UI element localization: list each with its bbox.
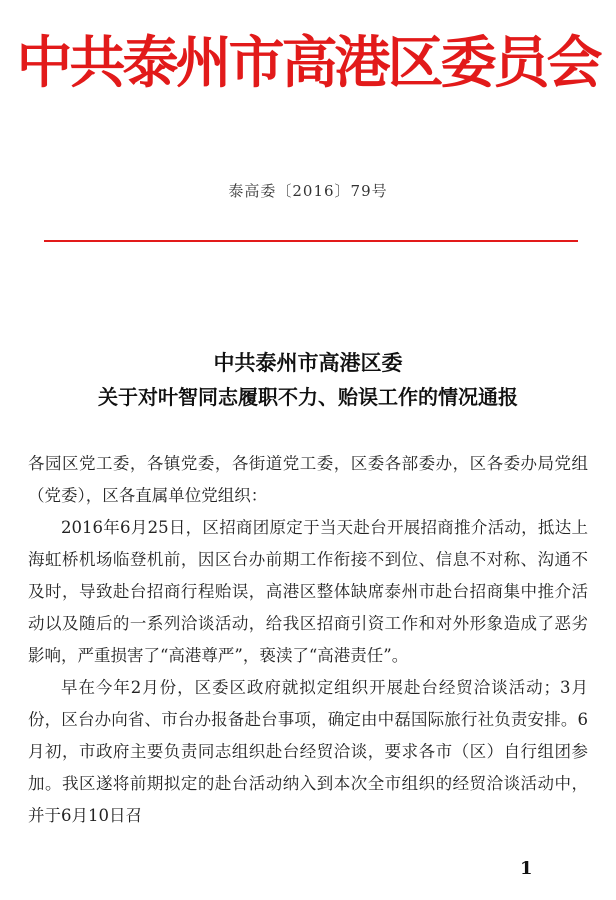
document-header-organization: 中共泰州市高港区委员会	[16, 30, 600, 96]
document-number: 泰高委〔2016〕79号	[228, 182, 388, 200]
header-divider	[44, 240, 578, 242]
document-title-line-2: 关于对叶智同志履职不力、贻误工作的情况通报	[98, 385, 518, 409]
document-body	[28, 448, 588, 832]
document-title-line-1: 中共泰州市高港区委	[213, 350, 403, 375]
salutation: 各园区党工委，各镇党委，各街道党工委，区委各部委办，区各委办局党组（党委），区各直属单位党组织：	[28, 454, 588, 505]
body-paragraph-1: 2016年6月25日，区招商团原定于当天赴台开展招商推介活动，抵达上海虹桥机场临登机前，因区台办前期工作衔接不到位、信息不对称、沟通不及时，导致赴台招商行程贻误，高港区整体缺席泰州市赴台招商集中推介活动以及随后的一系列洽谈活动，给我区招商引资工作和对外形象造成了恶劣影响，严重损害了“高港尊严”，亵渎了“高港责任”。	[28, 518, 588, 665]
page-number: 1	[520, 858, 533, 879]
body-paragraph-2: 早在今年2月份，区委区政府就拟定组织开展赴台经贸洽谈活动；3月份，区台办向省、市台办报备赴台事项，确定由中磊国际旅行社负责安排。6月初，市政府主要负责同志组织赴台经贸洽谈，要求各市（区）自行组团参加。我区遂将前期拟定的赴台活动纳入到本次全市组织的经贸洽谈活动中，并于6月10日召	[28, 678, 588, 825]
